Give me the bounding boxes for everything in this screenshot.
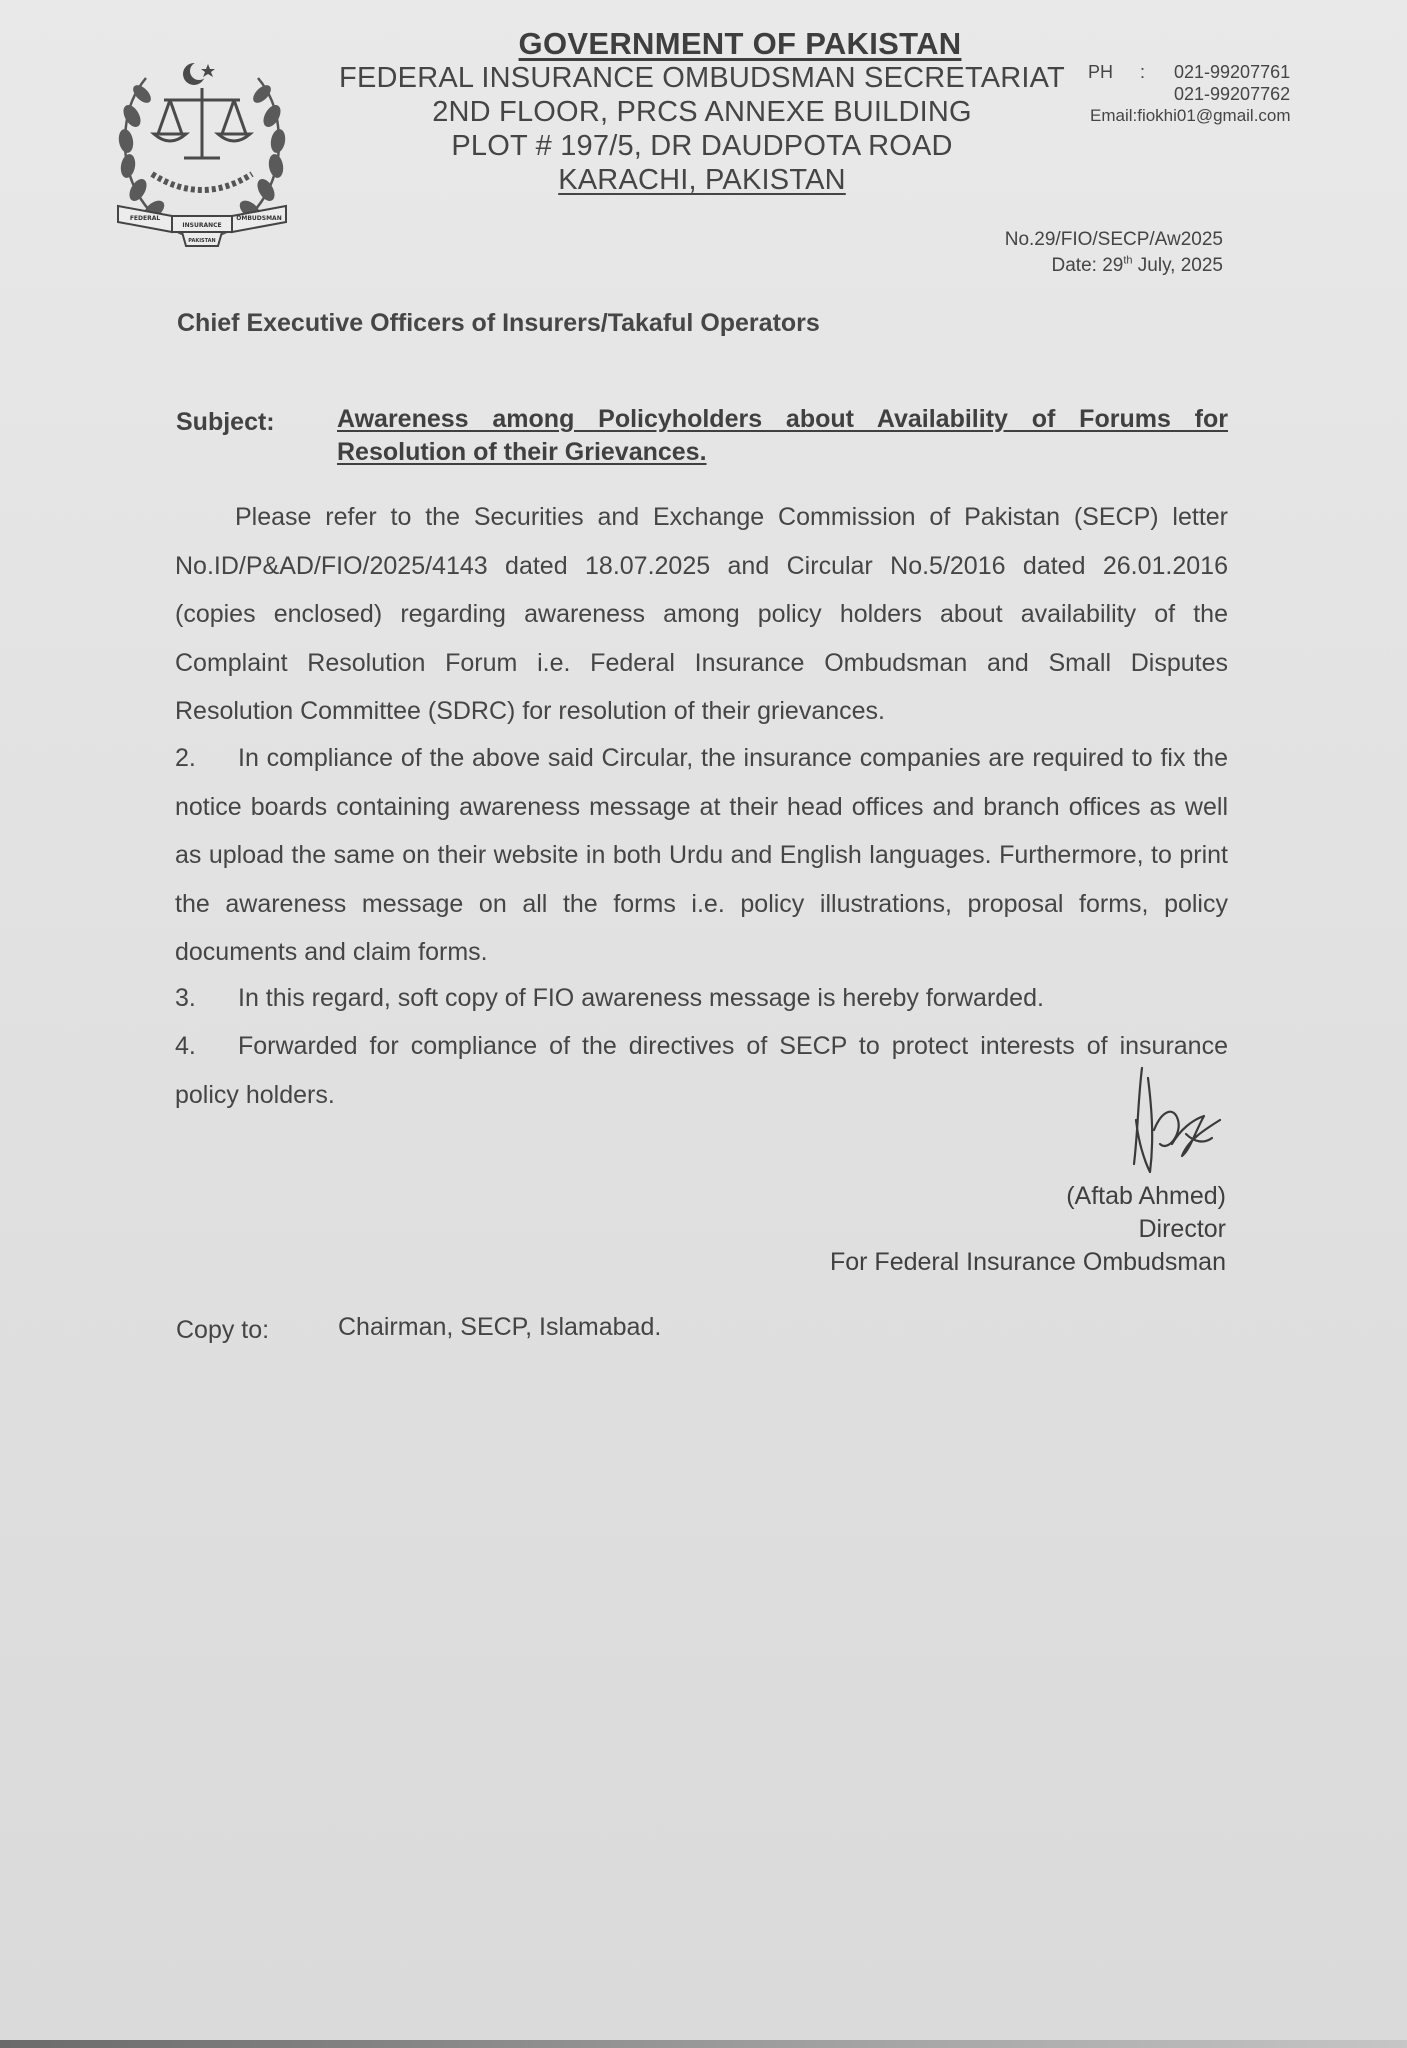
paragraph-4 bbox=[175, 1022, 1228, 1119]
reference-block bbox=[1005, 227, 1223, 279]
phone-colon: : bbox=[1140, 62, 1146, 82]
email-address: Email:fiokhi01@gmail.com bbox=[1090, 106, 1291, 125]
emblem-text-federal: FEDERAL bbox=[129, 215, 161, 222]
paragraph-3-text: In this regard, soft copy of FIO awareness message is hereby forwarded. bbox=[238, 984, 1044, 1012]
date-suffix: July, 2025 bbox=[1132, 255, 1223, 276]
address-line-2: PLOT # 197/5, DR DAUDPOTA ROAD bbox=[451, 130, 953, 162]
letter-date bbox=[1005, 253, 1223, 279]
subject-label: Subject: bbox=[176, 408, 275, 436]
page-bottom-edge bbox=[0, 2040, 1407, 2048]
signatory-organization: For Federal Insurance Ombudsman bbox=[829, 1248, 1226, 1276]
phone-number-1: 021-99207761 bbox=[1174, 62, 1291, 82]
contact-block bbox=[1088, 62, 1310, 128]
date-ordinal: th bbox=[1123, 254, 1133, 267]
emblem-logo bbox=[112, 56, 292, 252]
emblem-text-pakistan: PAKISTAN bbox=[188, 238, 216, 244]
phone-label: PH bbox=[1088, 62, 1114, 82]
copy-to-label: Copy to: bbox=[176, 1316, 270, 1344]
address-line-1: 2ND FLOOR, PRCS ANNEXE BUILDING bbox=[432, 96, 972, 128]
date-prefix: Date: 29 bbox=[1051, 255, 1124, 276]
paragraph-2-number: 2. bbox=[175, 744, 196, 772]
paragraph-3-number: 3. bbox=[175, 984, 196, 1012]
emblem-text-ombudsman: OMBUDSMAN bbox=[236, 215, 282, 222]
addressee: Chief Executive Officers of Insurers/Takaful Operators bbox=[177, 309, 820, 337]
subject-text: Awareness among Policyholders about Availability of Forums for Resolution of their Grievances. bbox=[337, 405, 1228, 466]
copy-to-recipient: Chairman, SECP, Islamabad. bbox=[338, 1313, 662, 1341]
signatory-designation: Director bbox=[1138, 1215, 1226, 1243]
signatory-block bbox=[830, 1180, 1226, 1279]
paragraph-4-text: Forwarded for compliance of the directives of SECP to protect interests of insurance policy holders. bbox=[175, 1032, 1228, 1109]
phone-number-2: 021-99207762 bbox=[1174, 84, 1291, 104]
emblem-text-insurance: INSURANCE bbox=[182, 222, 222, 229]
paragraph-2-text: In compliance of the above said Circular, the insurance companies are required to fix the notice boards containing awareness message at their head offices and branch offices as well as upload the same on their website in both Urdu and English languages. Furthermore, to print the awareness message on all the forms i.e. policy illustrations, proposal forms, policy documents and claim forms. bbox=[175, 744, 1228, 966]
paragraph-3 bbox=[175, 974, 1228, 1023]
city: KARACHI, PAKISTAN bbox=[558, 164, 846, 196]
signatory-name: (Aftab Ahmed) bbox=[1066, 1182, 1226, 1210]
paragraph-1: Please refer to the Securities and Exchange Commission of Pakistan (SECP) letter No.ID/P&AD/FIO/2025/4143 dated 18.07.2025 and Circular No.5/2016 dated 26.01.2016 (copies enclosed) regarding awareness among policy holders about availability of the Complaint Resolution Forum i.e. Federal Insurance Ombudsman and Small Disputes Resolution Committee (SDRC) for resolution of their grievances. bbox=[175, 503, 1228, 725]
office-name: FEDERAL INSURANCE OMBUDSMAN SECRETARIAT bbox=[339, 62, 1065, 94]
government-title: GOVERNMENT OF PAKISTAN bbox=[518, 26, 962, 61]
paragraph-2 bbox=[175, 734, 1228, 977]
paragraph-4-number: 4. bbox=[175, 1032, 196, 1060]
reference-number: No.29/FIO/SECP/Aw2025 bbox=[1004, 229, 1223, 250]
signature bbox=[1108, 1060, 1228, 1180]
